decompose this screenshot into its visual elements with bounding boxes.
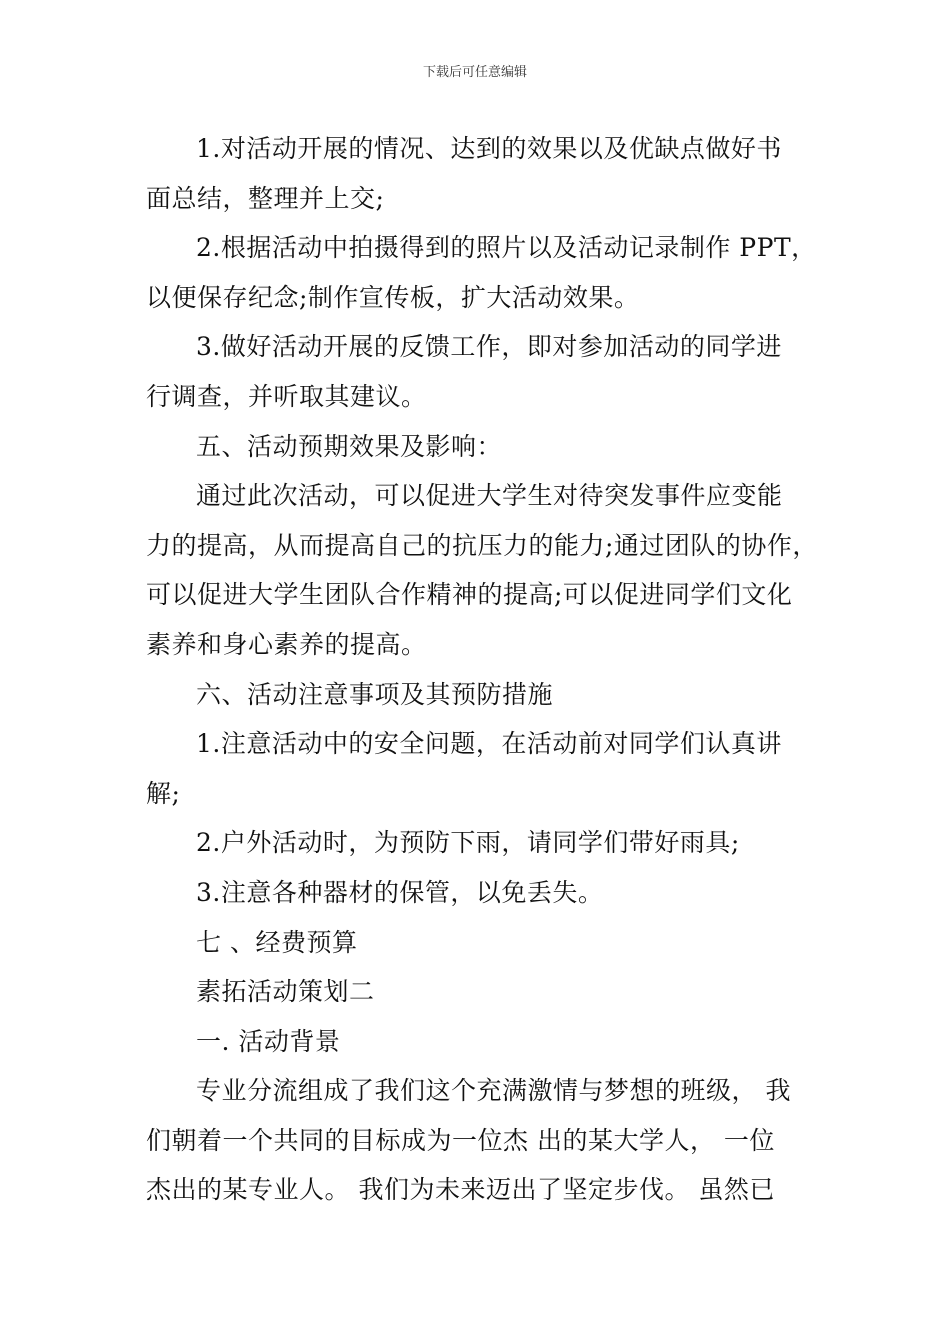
text-line: 行调查，并听取其建议。: [146, 381, 427, 411]
text-line: 通过此次活动，可以促进大学生对待突发事件应变能: [196, 481, 783, 511]
text-line: 3.做好活动开展的反馈工作，即对参加活动的同学进: [196, 332, 782, 362]
text-line: 专业分流组成了我们这个充满激情与梦想的班级， 我: [196, 1076, 791, 1106]
text-line: 素养和身心素养的提高。: [146, 629, 427, 659]
text-line: 面总结，整理并上交;: [146, 183, 385, 213]
text-line: 们朝着一个共同的目标成为一位杰 出的某大学人， 一位: [146, 1125, 775, 1155]
section-heading: 五、活动预期效果及影响：: [196, 431, 503, 461]
text-line: 1.对活动开展的情况、达到的效果以及优缺点做好书: [196, 134, 782, 163]
text-line: 1.注意活动中的安全问题，在活动前对同学们认真讲: [196, 729, 782, 759]
document-body: [146, 124, 818, 1215]
text-line: 力的提高，从而提高自己的抗压力的能力;通过团队的协作，: [146, 530, 818, 560]
text-line: 2.户外活动时，为预防下雨，请同学们带好雨具;: [196, 828, 740, 858]
section-heading: 一. 活动背景: [196, 1026, 341, 1056]
section-heading: 六、活动注意事项及其预防措施: [196, 679, 554, 709]
text-line: 杰出的某专业人。 我们为未来迈出了坚定步伐。 虽然已: [146, 1175, 775, 1205]
text-line: 可以促进大学生团队合作精神的提高;可以促进同学们文化: [146, 580, 793, 610]
section-heading: 七 、经费预算: [196, 927, 358, 957]
text-line: 解;: [146, 778, 181, 808]
page-header: 下载后可任意编辑: [422, 65, 527, 80]
text-line: 3.注意各种器材的保管，以免丢失。: [196, 877, 604, 907]
document-subtitle: 素拓活动策划二: [196, 977, 375, 1007]
text-line: 以便保存纪念;制作宣传板，扩大活动效果。: [146, 282, 640, 312]
text-line: 2.根据活动中拍摄得到的照片以及活动记录制作 PPT，: [196, 233, 817, 263]
